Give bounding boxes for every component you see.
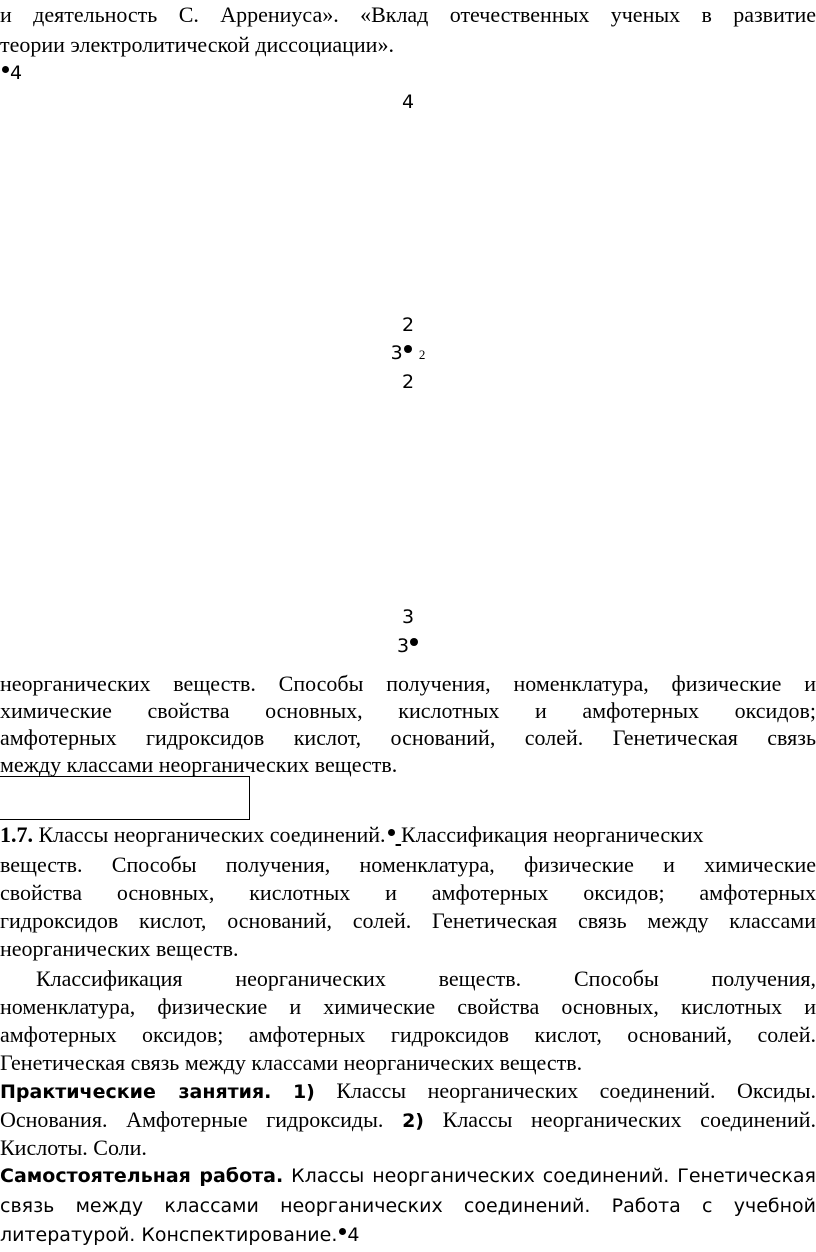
bullet-dot-icon xyxy=(388,829,395,836)
section-underlined-dot xyxy=(386,822,402,847)
section-title: Классы неорганических соединений. xyxy=(33,822,386,847)
practical-num-2: 2) xyxy=(402,1110,424,1132)
independent-mark: 4 xyxy=(347,1224,360,1246)
floating-number-4: 4 xyxy=(401,91,415,113)
bullet-dot-icon xyxy=(410,638,418,646)
independent-text-1: Классы неорганических соединений. Генетическая xyxy=(283,1165,816,1187)
floating-number-3: 3 xyxy=(390,342,403,364)
bullet-dot-icon xyxy=(2,66,9,73)
practical-text-1: Классы неорганических соединений. Оксиды. xyxy=(314,1078,816,1103)
section-line-4: неорганических веществ. xyxy=(0,936,239,961)
para2-line-2: номенклатура, физические и химические свойства основных, кислотных и xyxy=(0,994,816,1019)
para1-line-3: амфотерных гидроксидов кислот, оснований, солей. Генетическая связь xyxy=(0,725,816,750)
top-mark xyxy=(0,62,22,84)
practical-line-3: Кислоты. Соли. xyxy=(0,1135,147,1160)
independent-text-3: литературой. Конспектирование. xyxy=(0,1224,338,1246)
top-line-1: и деятельность С. Аррениуса». «Вклад отечественных ученых в развитие xyxy=(0,2,816,27)
empty-box xyxy=(0,776,250,820)
practical-label: Практические занятия. xyxy=(0,1081,272,1103)
para1-line-1: неорганических веществ. Способы получения, номенклатура, физические и xyxy=(0,671,816,696)
para1-line-2: химические свойства основных, кислотных и амфотерных оксидов; xyxy=(0,698,816,723)
floating-number-3-group xyxy=(0,342,816,364)
para2-line-1: Классификация неорганических веществ. Способы получения, xyxy=(36,966,816,991)
practical-text-2b: Классы неорганических соединений. xyxy=(423,1107,816,1132)
practical-line-1 xyxy=(0,1078,816,1104)
floating-sub-2: 2 xyxy=(418,347,426,362)
bullet-dot-icon xyxy=(404,345,412,353)
floating-number-3c: 3 xyxy=(396,635,410,657)
top-line-2: теории электролитической диссоциации». xyxy=(0,32,394,57)
para2-line-4: Генетическая связь между классами неорганических веществ. xyxy=(0,1050,583,1075)
section-line-2: свойства основных, кислотных и амфотерных оксидов; амфотерных xyxy=(0,880,816,905)
independent-line-3 xyxy=(0,1224,359,1246)
floating-number-3b: 3 xyxy=(401,606,415,628)
practical-num-1: 1) xyxy=(292,1081,315,1103)
section-number: 1.7. xyxy=(0,822,33,847)
para1-line-4: между классами неорганических веществ. xyxy=(0,752,398,777)
floating-number-2b: 2 xyxy=(401,371,415,393)
independent-line-2: связь между классами неорганических соединений. Работа с учебной xyxy=(0,1195,816,1217)
section-line-3: гидроксидов кислот, оснований, солей. Генетическая связь между классами xyxy=(0,908,816,933)
practical-text-2a: Основания. Амфотерные гидроксиды. xyxy=(0,1107,384,1132)
section-line-1: веществ. Способы получения, номенклатура, физические и химические xyxy=(0,852,816,877)
top-mark-number: 4 xyxy=(10,62,23,84)
floating-number-3c-group xyxy=(0,635,816,657)
bullet-dot-icon xyxy=(339,1228,346,1235)
floating-number-2a: 2 xyxy=(401,314,415,336)
section-heading xyxy=(0,822,704,848)
independent-line-1 xyxy=(0,1165,816,1187)
practical-line-2 xyxy=(0,1107,816,1133)
para2-line-3: амфотерных оксидов; амфотерных гидроксидов кислот, оснований, солей. xyxy=(0,1022,816,1047)
independent-label: Самостоятельная работа. xyxy=(0,1165,284,1187)
section-after-dot: Классификация неорганических xyxy=(401,822,704,847)
